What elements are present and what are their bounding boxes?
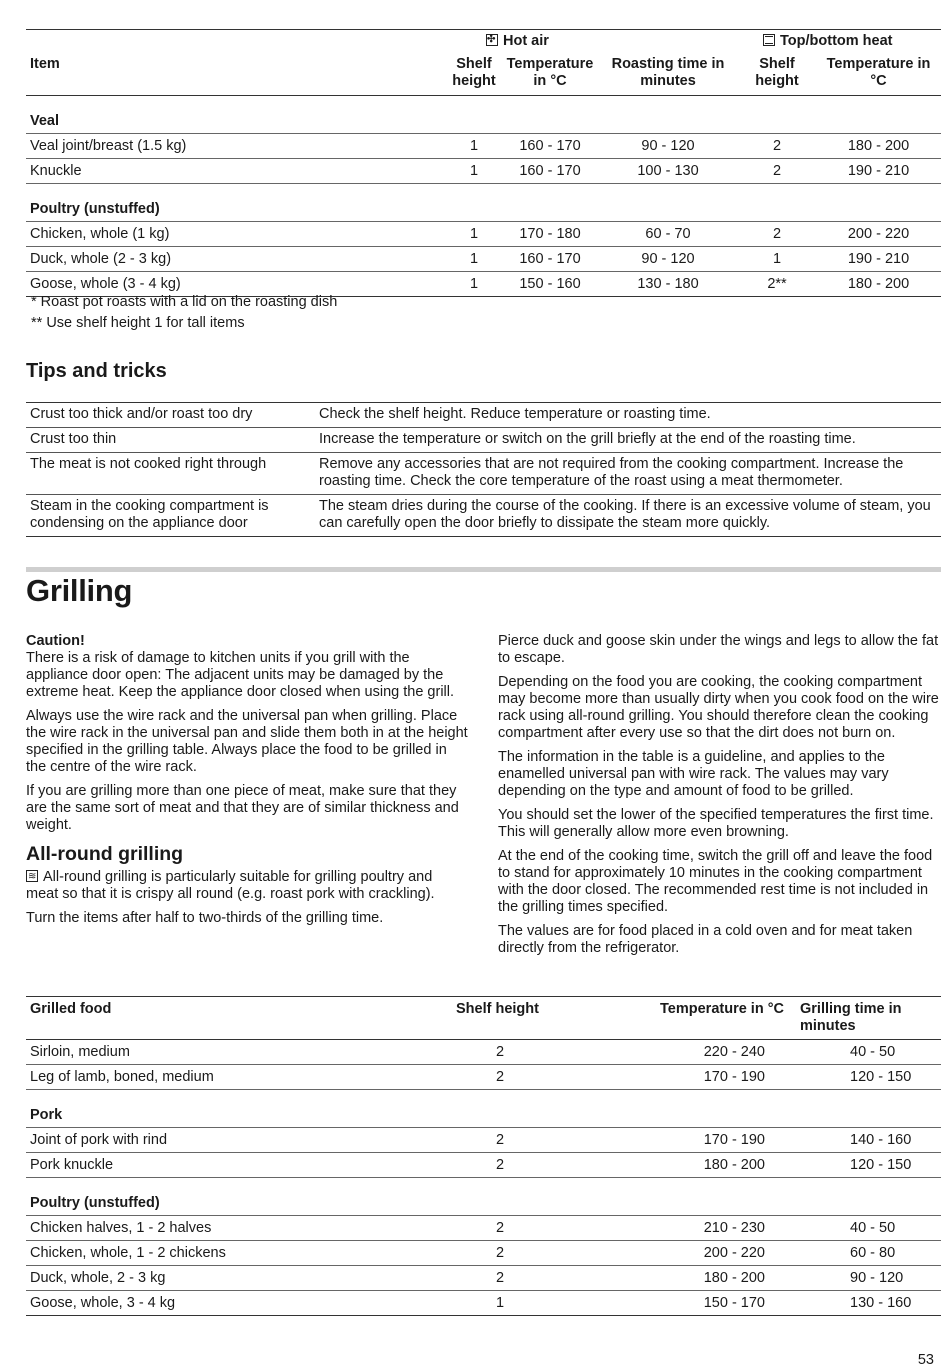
table-cell: 130 - 180 [598, 272, 738, 297]
tips-heading: Tips and tricks [26, 360, 167, 382]
table-cell: Chicken, whole, 1 - 2 chickens [26, 1241, 446, 1266]
table-cell: 220 - 240 [552, 1040, 800, 1065]
tip-problem: Crust too thin [26, 428, 315, 453]
section-row [26, 1178, 941, 1216]
table-cell: 190 - 210 [816, 247, 941, 272]
table-row [26, 134, 941, 159]
page-number: 53 [917, 1352, 934, 1368]
table-cell: 2 [446, 1241, 552, 1266]
paragraph: Depending on the food you are cooking, the cooking compartment may become more than usually dirty when you cook food on the wire rack using all-round grilling. You should therefore clean the cooking compartment after every use so that the dirt does not burn on. [498, 674, 939, 741]
column-header-shelf-height: Shelf height [446, 56, 502, 96]
caution-label: Caution! [26, 633, 85, 649]
table-cell: 40 - 50 [800, 1040, 941, 1065]
table-cell: 2 [446, 1128, 552, 1153]
paragraph: Turn the items after half to two-thirds of the grilling time. [26, 910, 384, 926]
tip-problem: The meat is not cooked right through [26, 453, 315, 495]
column-header-roasting-time: Roasting time in minutes [598, 56, 738, 96]
tip-problem: Steam in the cooking compartment is condensing on the appliance door [26, 495, 315, 537]
table-cell: 40 - 50 [800, 1216, 941, 1241]
table-cell: 170 - 190 [552, 1128, 800, 1153]
table-row [26, 1216, 941, 1241]
column-header-item: Item [26, 56, 446, 96]
section-title: Poultry (unstuffed) [26, 184, 941, 222]
table-cell: 170 - 180 [502, 222, 598, 247]
table-cell: 190 - 210 [816, 159, 941, 184]
column-header-temperature: Temperature in °C [816, 56, 941, 96]
paragraph: You should set the lower of the specified temperatures the first time. This will generally allow more even browning. [498, 807, 934, 840]
all-round-grilling-heading: All-round grilling [26, 843, 184, 865]
table-cell: 2 [738, 222, 816, 247]
column-header-grilled-food: Grilled food [26, 997, 446, 1040]
paragraph: Always use the wire rack and the universal pan when grilling. Place the wire rack in the universal pan and slide them both in at the height specified in the grilling table. Always place the food to be grilled in the centre of the wire rack. [26, 708, 468, 775]
table-row [26, 1291, 941, 1316]
table-cell: 200 - 220 [816, 222, 941, 247]
paragraph: Pierce duck and goose skin under the wings and legs to allow the fat to escape. [498, 633, 939, 666]
table-cell: 90 - 120 [598, 247, 738, 272]
column-header-grilling-time: Grilling time in minutes [800, 997, 941, 1040]
grilling-table [26, 996, 941, 1316]
table-cell: 90 - 120 [598, 134, 738, 159]
table-row [26, 1065, 941, 1090]
paragraph: At the end of the cooking time, switch the grill off and leave the food to stand for approximately 10 minutes in the cooking compartment with the door closed. The recommended rest time is not included in the grilling times specified. [498, 848, 933, 915]
tip-solution: Remove any accessories that are not required from the cooking compartment. Increase the roasting time. Check the core temperature of the roast using a meat thermometer. [315, 453, 941, 495]
table-cell: 1 [446, 272, 502, 297]
table-cell: Goose, whole, 3 - 4 kg [26, 1291, 446, 1316]
table-cell: Sirloin, medium [26, 1040, 446, 1065]
roasting-table [26, 29, 941, 297]
footnote: * Roast pot roasts with a lid on the roasting dish [31, 294, 338, 310]
table-row [26, 428, 941, 453]
table-row [26, 1040, 941, 1065]
table-cell: 180 - 200 [552, 1266, 800, 1291]
hot-air-icon [486, 34, 498, 46]
table-cell: 1 [446, 134, 502, 159]
table-cell: 90 - 120 [800, 1266, 941, 1291]
section-title: Veal [26, 96, 941, 134]
table-cell: 160 - 170 [502, 247, 598, 272]
table-cell: 2 [738, 159, 816, 184]
column-header-temperature: Temperature in °C [502, 56, 598, 96]
table-cell: 140 - 160 [800, 1128, 941, 1153]
table-row [26, 159, 941, 184]
paragraph: ≋All-round grilling is particularly suitable for grilling poultry and meat so that it is crispy all round (e.g. roast pork with crackling). [26, 869, 468, 903]
table-cell: Knuckle [26, 159, 446, 184]
table-cell: 2 [446, 1065, 552, 1090]
table-cell: 120 - 150 [800, 1065, 941, 1090]
tip-solution: Check the shelf height. Reduce temperature or roasting time. [315, 403, 941, 428]
table-cell: 160 - 170 [502, 134, 598, 159]
grilling-left-column [26, 633, 468, 934]
section-row [26, 96, 941, 134]
tips-table [26, 402, 941, 537]
table-cell: Joint of pork with rind [26, 1128, 446, 1153]
table-cell: 130 - 160 [800, 1291, 941, 1316]
table-cell: Leg of lamb, boned, medium [26, 1065, 446, 1090]
paragraph: The values are for food placed in a cold oven and for meat taken directly from the refrigerator. [498, 923, 913, 956]
column-header-temperature: Temperature in °C [552, 997, 800, 1040]
paragraph: If you are grilling more than one piece of meat, make sure that they are the same sort of meat and that they are of similar thickness and weight. [26, 783, 459, 833]
table-cell: 1 [446, 159, 502, 184]
grilling-heading: Grilling [26, 573, 133, 608]
grilling-right-column [498, 633, 940, 964]
table-cell: 180 - 200 [552, 1153, 800, 1178]
table-cell: 1 [446, 1291, 552, 1316]
table-row [26, 403, 941, 428]
table-cell: Veal joint/breast (1.5 kg) [26, 134, 446, 159]
section-row [26, 184, 941, 222]
table-cell: 60 - 70 [598, 222, 738, 247]
column-header-shelf-height: Shelf height [738, 56, 816, 96]
table-cell: Chicken halves, 1 - 2 halves [26, 1216, 446, 1241]
table-cell: 180 - 200 [816, 272, 941, 297]
tip-solution: Increase the temperature or switch on the grill briefly at the end of the roasting time. [315, 428, 941, 453]
section-divider [26, 567, 941, 572]
table-cell: 60 - 80 [800, 1241, 941, 1266]
table-row [26, 453, 941, 495]
table-cell: 1 [446, 222, 502, 247]
paragraph: The information in the table is a guideline, and applies to the enamelled universal pan with wire rack. The values may vary depending on the type and amount of food to be grilled. [498, 749, 889, 799]
table-cell: Chicken, whole (1 kg) [26, 222, 446, 247]
table-cell: 2 [446, 1040, 552, 1065]
table-cell: 150 - 160 [502, 272, 598, 297]
table-row [26, 272, 941, 297]
table-cell: 2 [446, 1153, 552, 1178]
table-cell: 180 - 200 [816, 134, 941, 159]
paragraph: There is a risk of damage to kitchen units if you grill with the appliance door open: The adjacent units may be damaged by the extreme heat. Keep the appliance door closed when using the grill. [26, 650, 455, 700]
footnote: ** Use shelf height 1 for tall items [31, 315, 245, 331]
table-cell: 100 - 130 [598, 159, 738, 184]
table-cell: 2 [738, 134, 816, 159]
table-row [26, 1153, 941, 1178]
hot-air-group-header: ✣Hot air [446, 30, 738, 57]
table-row [26, 222, 941, 247]
table-cell: 200 - 220 [552, 1241, 800, 1266]
table-row [26, 495, 941, 537]
table-row [26, 1266, 941, 1291]
table-row [26, 247, 941, 272]
top-bottom-heat-icon [763, 34, 775, 46]
table-cell: Duck, whole (2 - 3 kg) [26, 247, 446, 272]
table-cell: 2** [738, 272, 816, 297]
table-cell: 2 [446, 1216, 552, 1241]
table-cell: 210 - 230 [552, 1216, 800, 1241]
table-cell: 120 - 150 [800, 1153, 941, 1178]
table-cell: 160 - 170 [502, 159, 598, 184]
table-row [26, 1241, 941, 1266]
section-title: Poultry (unstuffed) [26, 1178, 941, 1216]
all-round-grilling-icon [26, 870, 38, 882]
top-bottom-heat-group-header: Top/bottom heat [738, 30, 941, 57]
column-header-shelf-height: Shelf height [446, 997, 552, 1040]
table-cell: 150 - 170 [552, 1291, 800, 1316]
table-cell: Goose, whole (3 - 4 kg) [26, 272, 446, 297]
section-title: Pork [26, 1090, 941, 1128]
table-cell: 170 - 190 [552, 1065, 800, 1090]
table-cell: Pork knuckle [26, 1153, 446, 1178]
table-cell: 1 [446, 247, 502, 272]
tip-solution: The steam dries during the course of the cooking. If there is an excessive volume of steam, you can carefully open the door briefly to dissipate the steam more quickly. [315, 495, 941, 537]
table-row [26, 1128, 941, 1153]
table-cell: 2 [446, 1266, 552, 1291]
section-row [26, 1090, 941, 1128]
table-cell: 1 [738, 247, 816, 272]
tip-problem: Crust too thick and/or roast too dry [26, 403, 315, 428]
table-cell: Duck, whole, 2 - 3 kg [26, 1266, 446, 1291]
